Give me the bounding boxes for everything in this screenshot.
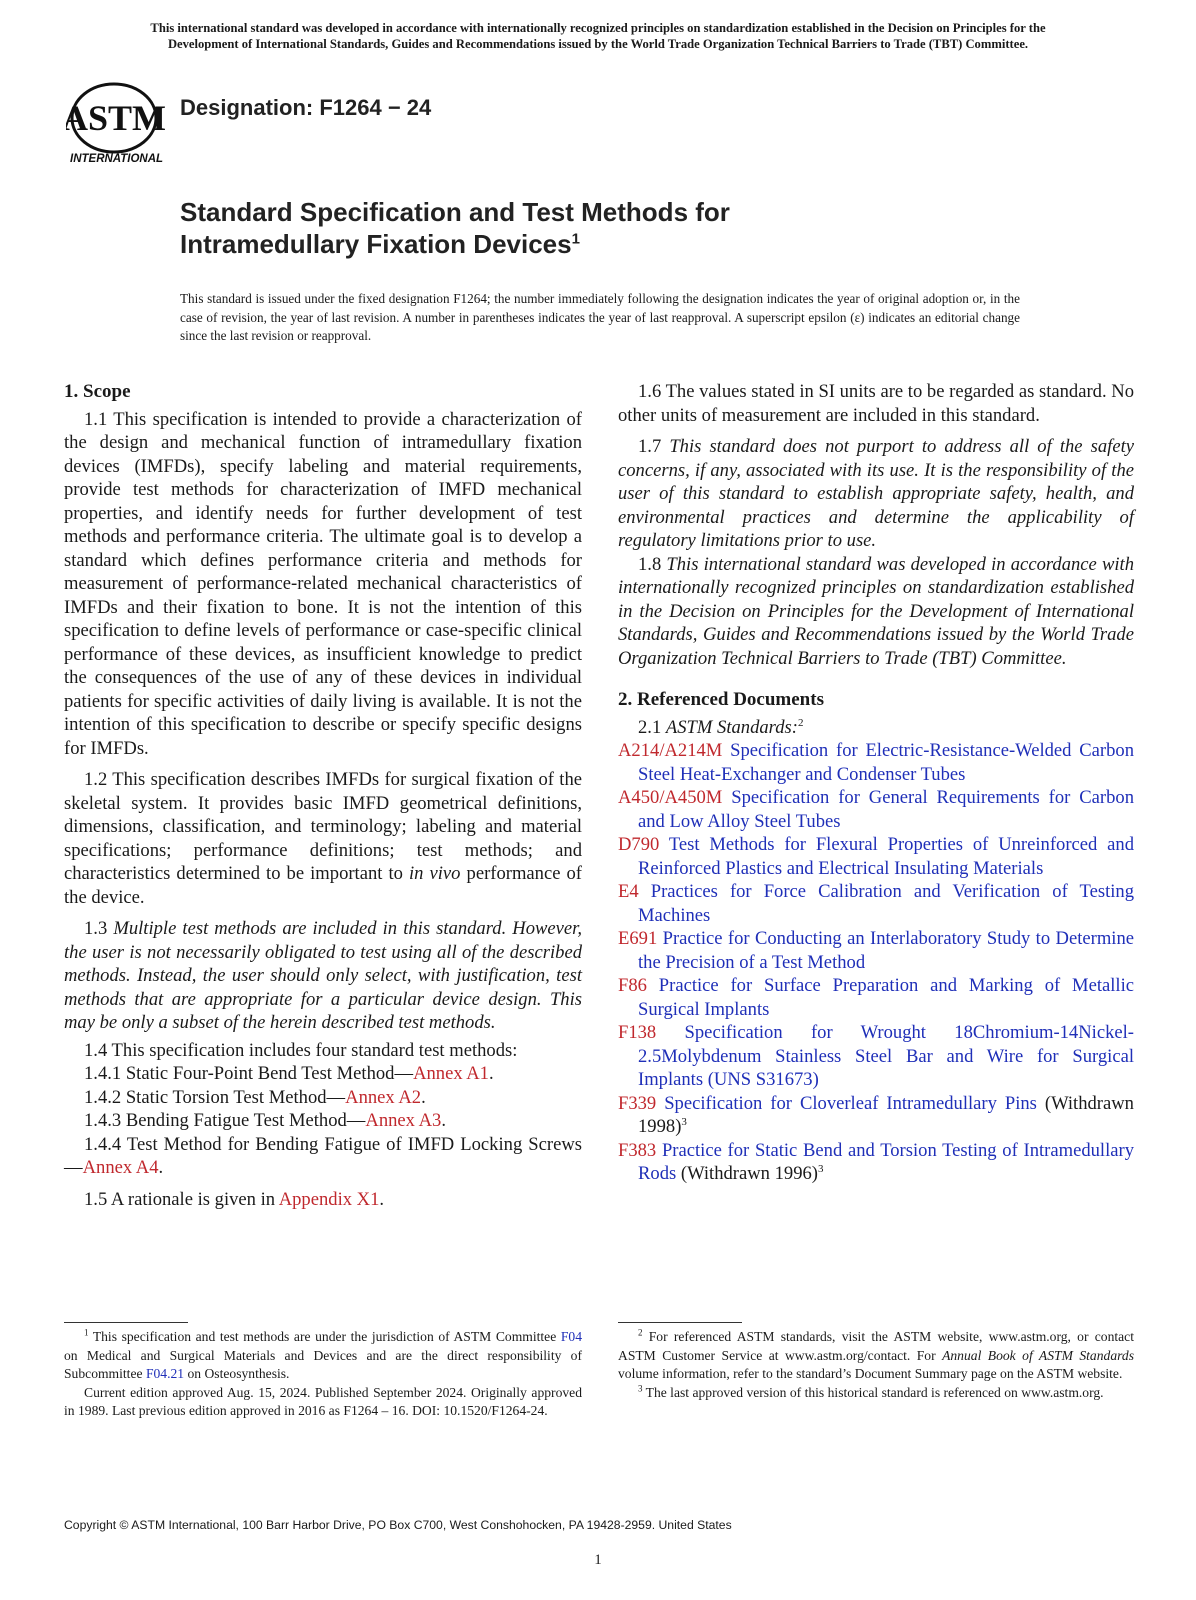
section-heading-referenced-documents: 2. Referenced Documents — [618, 689, 824, 710]
reference-item — [618, 786, 1134, 833]
footnote-3-ref[interactable]: 3 — [681, 1115, 687, 1128]
title-line1: Standard Specification and Test Methods for — [180, 197, 730, 227]
para-1-3-text: Multiple test methods are included in this standard. However, the user is not necessarily obligated to test using all of the described methods. Instead, the user should only select, with justification, test methods that are appropriate for a particular device design. This may be only a subset of the herein described test methods. — [64, 918, 583, 1033]
footnote-1-marker: 1 — [84, 1327, 89, 1338]
logo-text: ASTM — [66, 98, 166, 138]
copyright-notice: Copyright © ASTM International, 100 Barr Harbor Drive, PO Box C700, West Conshohocken, PA 19428-2959. United States — [64, 1518, 732, 1532]
footnote-2-text-b: volume information, refer to the standard’s Document Summary page on the ASTM website. — [618, 1366, 1123, 1381]
reference-title-link[interactable]: Practice for Conducting an Interlaboratory Study to Determine the Precision of a Test Method — [638, 928, 1134, 973]
document-title — [180, 196, 730, 260]
period: . — [441, 1110, 446, 1131]
footnote-2-marker: 2 — [638, 1327, 643, 1338]
annex-a4-link[interactable]: Annex A4 — [82, 1157, 159, 1178]
para-1-5 — [64, 1188, 582, 1212]
reference-code-link[interactable]: A214/A214M — [618, 740, 723, 761]
left-column — [64, 380, 582, 1211]
reference-item — [618, 1139, 1134, 1186]
footnote-1-text-c: on Osteosynthesis. — [184, 1366, 290, 1381]
reference-item — [618, 974, 1134, 1021]
reference-title-link[interactable]: Practice for Static Bend and Torsion Testing of Intramedullary Rods — [638, 1139, 1134, 1184]
reference-item — [618, 880, 1134, 927]
title-line2: Intramedullary Fixation Devices — [180, 229, 572, 259]
astm-logo-mark — [66, 82, 166, 166]
para-1-3-num: 1.3 — [84, 918, 114, 939]
footnotes-right — [618, 1328, 1134, 1402]
reference-item — [618, 833, 1134, 880]
para-1-4-2 — [64, 1086, 582, 1110]
period: . — [158, 1157, 164, 1178]
para-1-2 — [64, 768, 582, 909]
footnote-3-text: The last approved version of this historical standard is referenced on www.astm.org. — [642, 1384, 1104, 1400]
title-footnote-ref[interactable]: 1 — [571, 230, 580, 248]
reference-title-link[interactable]: Specification for Cloverleaf Intramedullary Pins — [664, 1092, 1037, 1114]
annex-a1-link[interactable]: Annex A1 — [413, 1063, 489, 1084]
appendix-x1-link[interactable]: Appendix X1 — [278, 1188, 380, 1210]
committee-f04-link[interactable]: F04 — [560, 1329, 582, 1344]
footnote-1-text-b: on Medical and Surgical Materials and Devices and are the direct responsibility of Subcommittee — [64, 1347, 582, 1381]
reference-title-link[interactable]: Practice for Surface Preparation and Marking of Metallic Surgical Implants — [638, 975, 1134, 1020]
footnote-2-ref[interactable]: 2 — [797, 716, 804, 729]
para-1-4-4-text: 1.4.4 Test Method for Bending Fatigue of IMFD Locking Screws— — [64, 1133, 582, 1178]
para-1-4-1-text: 1.4.1 Static Four-Point Bend Test Method— — [84, 1063, 414, 1084]
reference-item — [618, 1021, 1134, 1092]
para-1-4: 1.4 This specification includes four standard test methods: — [84, 1039, 518, 1061]
annex-a2-link[interactable]: Annex A2 — [345, 1086, 422, 1108]
para-1-3 — [64, 917, 582, 1035]
para-1-6: 1.6 The values stated in SI units are to be regarded as standard. No other units of measurement are included in this standard. — [618, 381, 1134, 426]
reference-code-link[interactable]: D790 — [618, 834, 660, 855]
issue-note: This standard is issued under the fixed designation F1264; the number immediately following the designation indicates the year of original adoption or, in the case of revision, the year of last revision. A number in parentheses indicates the year of last reapproval. A superscript epsilon (ε) indicates an editorial change since the last revision or reapproval. — [180, 291, 1020, 343]
para-1-1: 1.1 This specification is intended to provide a characterization of the design and mechanical function of intramedullary fixation devices (IMFDs), specify labeling and material requirements, provide test methods for characterization of IMFD mechanical properties, and identify needs for further development of test methods and performance criteria. The ultimate goal is to develop a standard which defines performance criteria and methods for measurement of performance-related mechanical characteristics of IMFDs and their fixation to bone. It is not the intention of this specification to define levels of performance or case-specific clinical performance of these devices, as insufficient knowledge to predict the consequences of the use of any of these devices in individual patients for specific activities of daily living is available. It is not the intention of this specification to describe or specify specific designs for IMFDs. — [64, 408, 582, 759]
reference-code-link[interactable]: F138 — [618, 1022, 657, 1043]
para-2-1 — [618, 716, 1134, 740]
para-1-8-num: 1.8 — [638, 553, 667, 575]
para-1-2-italic: in vivo — [409, 863, 461, 884]
footnote-2-italic: Annual Book of ASTM Standards — [942, 1347, 1134, 1363]
header-notice-line1: This international standard was developed in accordance with internationally recognized principles on standardization established in the Decision on Principles for the — [150, 21, 1046, 35]
footnote-rule-left — [64, 1322, 188, 1323]
para-1-2-tail: performance of the device. — [64, 863, 582, 908]
para-1-5-text: 1.5 A rationale is given in — [84, 1188, 279, 1210]
period: . — [488, 1063, 494, 1084]
logo-sub-text: INTERNATIONAL — [70, 153, 164, 165]
para-1-8 — [618, 553, 1134, 671]
para-1-8-text: This international standard was developed in accordance with internationally recognized principles on standardization established in the Decision on Principles for the Development of International Standards, Guides and Recommendations issued by the World Trade Organization Technical Barriers to Trade (TBT) Committee. — [618, 553, 1135, 669]
footnote-1-text-a: This specification and test methods are under the jurisdiction of ASTM Committee — [88, 1329, 561, 1344]
footnote-3-marker: 3 — [638, 1382, 643, 1393]
reference-item — [618, 1092, 1134, 1139]
astm-logo — [66, 82, 166, 166]
page-number: 1 — [594, 1552, 602, 1568]
referenced-standards-list — [618, 739, 1134, 1186]
para-1-4-3 — [64, 1109, 582, 1133]
right-column — [618, 380, 1134, 1186]
designation: Designation: F1264 − 24 — [180, 95, 432, 120]
footnote-3 — [618, 1384, 1134, 1403]
reference-title-link[interactable]: Test Methods for Flexural Properties of Unreinforced and Reinforced Plastics and Electrical Insulating Materials — [638, 834, 1135, 879]
annex-a3-link[interactable]: Annex A3 — [365, 1110, 442, 1131]
reference-status: (Withdrawn 1998) — [638, 1092, 1134, 1137]
reference-code-link[interactable]: A450/A450M — [618, 787, 723, 808]
reference-item — [618, 927, 1134, 974]
period: . — [421, 1086, 426, 1108]
reference-code-link[interactable]: F86 — [618, 975, 647, 996]
header-notice — [62, 20, 1134, 52]
reference-code-link[interactable]: F383 — [618, 1139, 657, 1161]
footnote-1-edition: Current edition approved Aug. 15, 2024. Published September 2024. Originally approved in 1989. Last previous edition approved in 2016 as F1264 – 16. DOI: 10.1520/F1264-24. — [64, 1384, 582, 1418]
para-2-1-num: 2.1 — [638, 716, 666, 738]
section-heading-scope: 1. Scope — [64, 381, 131, 402]
footnote-3-ref[interactable]: 3 — [818, 1162, 824, 1175]
header-notice-line2: Development of International Standards, Guides and Recommendations issued by the World Trade Organization Technical Barriers to Trade (TBT) Committee. — [167, 37, 1029, 51]
para-1-7-num: 1.7 — [638, 436, 670, 457]
para-1-4-3-text: 1.4.3 Bending Fatigue Test Method— — [84, 1110, 366, 1131]
para-1-4-4 — [64, 1133, 582, 1180]
reference-code-link[interactable]: E691 — [618, 928, 658, 949]
reference-code-link[interactable]: E4 — [618, 881, 639, 902]
reference-code-link[interactable]: F339 — [618, 1092, 657, 1114]
para-1-4-2-text: 1.4.2 Static Torsion Test Method— — [84, 1086, 346, 1108]
para-1-7-text: This standard does not purport to address all of the safety concerns, if any, associated with its use. It is the responsibility of the user of this standard to establish appropriate safety, health, and environmental practices and determine the applicability of regulatory limitations prior to use. — [618, 436, 1135, 551]
reference-title-link[interactable]: Specification for Wrought 18Chromium-14Nickel-2.5Molybdenum Stainless Steel Bar and Wire for Surgical Implants (UNS S31673) — [638, 1022, 1134, 1090]
footnote-1 — [64, 1328, 582, 1384]
reference-title-link[interactable]: Specification for General Requirements for Carbon and Low Alloy Steel Tubes — [638, 787, 1134, 832]
subcommittee-f04-21-link[interactable]: F04.21 — [145, 1366, 185, 1381]
para-2-1-text: ASTM Standards: — [665, 716, 798, 738]
footnote-2 — [618, 1328, 1134, 1384]
footnote-2-text-a: For referenced ASTM standards, visit the ASTM website, www.astm.org, or contact ASTM Customer Service at www.astm.org/contact. For — [618, 1329, 1134, 1363]
period: . — [379, 1188, 385, 1210]
para-1-4-1 — [64, 1062, 582, 1086]
reference-item — [618, 739, 1134, 786]
reference-title-link[interactable]: Specification for Electric-Resistance-Welded Carbon Steel Heat-Exchanger and Condenser Tubes — [638, 740, 1134, 785]
reference-status: (Withdrawn 1996) — [676, 1163, 819, 1184]
para-1-7 — [618, 435, 1134, 553]
para-1-2-text: 1.2 This specification describes IMFDs for surgical fixation of the skeletal system. It provides basic IMFD geometrical definitions, dimensions, classification, and terminology; labeling and material specifications; performance definitions; test methods; and characteristics determined to be important to — [64, 769, 582, 884]
footnote-rule-right — [618, 1322, 742, 1323]
footnotes-left — [64, 1328, 582, 1421]
reference-title-link[interactable]: Practices for Force Calibration and Verification of Testing Machines — [638, 881, 1134, 926]
